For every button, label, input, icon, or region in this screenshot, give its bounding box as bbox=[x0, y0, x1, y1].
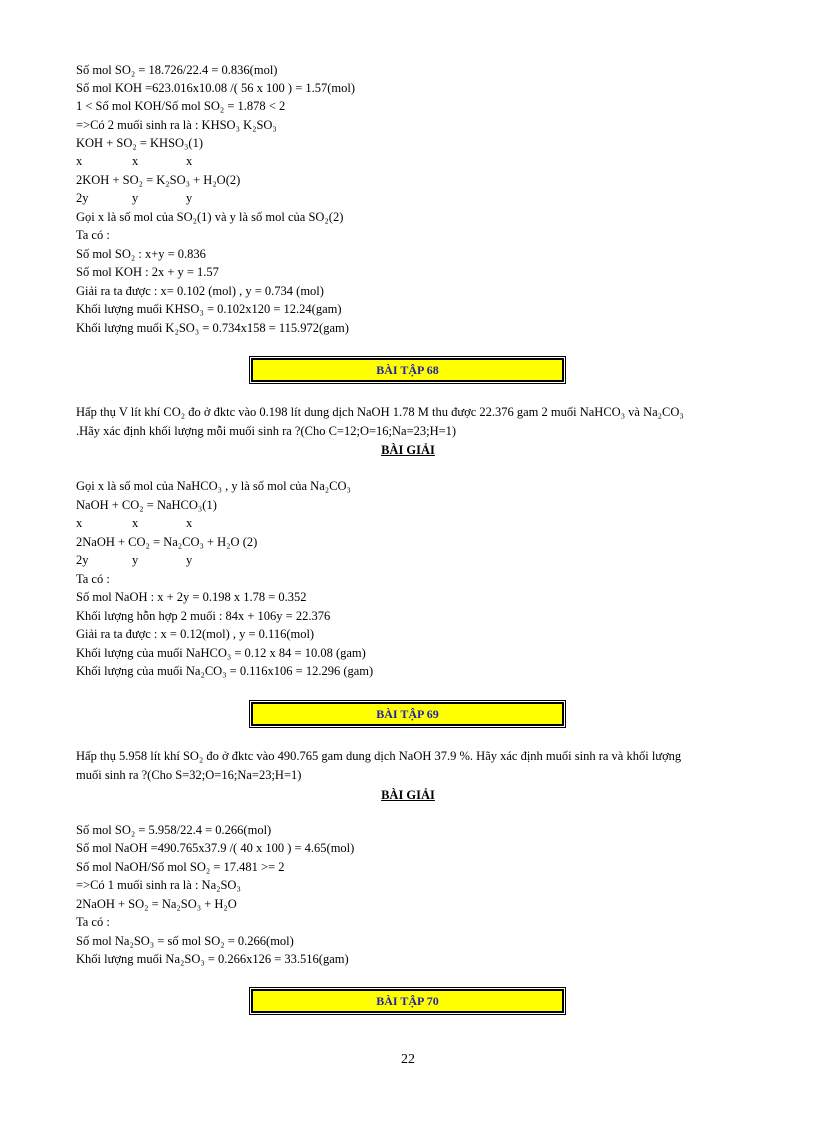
text-line: KOH + SO₂ = KHSO₃(1) bbox=[76, 136, 203, 150]
mole-ratio-cell: y bbox=[186, 191, 193, 205]
text-line: =>Có 1 muối sinh ra là : Na₂SO₃ bbox=[76, 878, 241, 892]
text-line: Số mol SO₂ = 18.726/22.4 = 0.836(mol) bbox=[76, 63, 278, 77]
text-line: Giải ra ta được : x = 0.12(mol) , y = 0.116(mol) bbox=[76, 627, 315, 641]
text-line: Số mol SO₂ = 5.958/22.4 = 0.266(mol) bbox=[76, 823, 272, 837]
mole-ratio-cell: x bbox=[186, 154, 193, 168]
text-line: Số mol KOH =623.016x10.08 /( 56 x 100 ) = 1.57(mol) bbox=[76, 81, 356, 95]
mole-ratio-row bbox=[76, 189, 192, 207]
text-line: Gọi x là số mol của NaHCO₃ , y là số mol của Na₂CO₃ bbox=[76, 479, 351, 493]
mole-ratio-cell: y bbox=[186, 553, 193, 567]
page-number: 22 bbox=[401, 1052, 415, 1067]
text-line: Khối lượng muối K₂SO₃ = 0.734x158 = 115.972(gam) bbox=[76, 321, 349, 335]
text-line: Khối lượng muối Na₂SO₃ = 0.266x126 = 33.516(gam) bbox=[76, 952, 349, 966]
solution-heading: BÀI GIẢI bbox=[381, 788, 435, 802]
text-line: Ta có : bbox=[76, 572, 110, 586]
text-line: Khối lượng của muối Na₂CO₃ = 0.116x106 = 12.296 (gam) bbox=[76, 664, 374, 678]
problem-text: .Hãy xác định khối lượng mỗi muối sinh ra ?(Cho C=12;O=16;Na=23;H=1) bbox=[76, 424, 457, 438]
mole-ratio-cell: y bbox=[132, 191, 139, 205]
mole-ratio-cell: x bbox=[186, 516, 193, 530]
exercise-banner-69 bbox=[251, 702, 564, 726]
exercise-title: BÀI TẬP 70 bbox=[376, 994, 439, 1008]
problem-text: Hấp thụ 5.958 lít khí SO₂ đo ở đktc vào 490.765 gam dung dịch NaOH 37.9 %. Hãy xác định muối sinh ra và khối lượng bbox=[76, 749, 682, 763]
mole-ratio-cell: x bbox=[76, 516, 83, 530]
text-line: Số mol SO₂ : x+y = 0.836 bbox=[76, 247, 206, 261]
exercise-banner-70 bbox=[251, 989, 564, 1013]
text-line: Ta có : bbox=[76, 915, 110, 929]
mole-ratio-cell: 2y bbox=[76, 191, 89, 205]
mole-ratio-cell: x bbox=[76, 154, 83, 168]
text-line: Ta có : bbox=[76, 228, 110, 242]
text-line: Số mol NaOH : x + 2y = 0.198 x 1.78 = 0.352 bbox=[76, 590, 307, 604]
text-line: =>Có 2 muối sinh ra là : KHSO₃ K₂SO₃ bbox=[76, 118, 277, 132]
text-line: Giải ra ta được : x= 0.102 (mol) , y = 0.734 (mol) bbox=[76, 284, 324, 298]
text-line: Gọi x là số mol của SO₂(1) và y là số mol của SO₂(2) bbox=[76, 210, 344, 224]
text-line: Số mol Na₂SO₃ = số mol SO₂ = 0.266(mol) bbox=[76, 934, 294, 948]
text-line: Số mol KOH : 2x + y = 1.57 bbox=[76, 265, 219, 279]
mole-ratio-row bbox=[76, 551, 192, 569]
mole-ratio-cell: x bbox=[132, 516, 139, 530]
mole-ratio-row bbox=[76, 514, 192, 532]
text-line: 2KOH + SO₂ = K₂SO₃ + H₂O(2) bbox=[76, 173, 241, 187]
text-line: Khối lượng muối KHSO₃ = 0.102x120 = 12.24(gam) bbox=[76, 302, 342, 316]
solution-heading: BÀI GIẢI bbox=[381, 443, 435, 457]
text-line: Khối lượng của muối NaHCO₃ = 0.12 x 84 = 10.08 (gam) bbox=[76, 646, 366, 660]
text-line: 1 < Số mol KOH/Số mol SO₂ = 1.878 < 2 bbox=[76, 99, 286, 113]
text-line: NaOH + CO₂ = NaHCO₃(1) bbox=[76, 498, 217, 512]
text-line: Số mol NaOH =490.765x37.9 /( 40 x 100 ) = 4.65(mol) bbox=[76, 841, 355, 855]
exercise-title: BÀI TẬP 69 bbox=[376, 707, 439, 721]
text-line: 2NaOH + CO₂ = Na₂CO₃ + H₂O (2) bbox=[76, 535, 258, 549]
mole-ratio-cell: x bbox=[132, 154, 139, 168]
text-line: Số mol NaOH/Số mol SO₂ = 17.481 >= 2 bbox=[76, 860, 285, 874]
mole-ratio-row bbox=[76, 152, 192, 170]
mole-ratio-cell: y bbox=[132, 553, 139, 567]
text-line: Khối lượng hỗn hợp 2 muối : 84x + 106y = 22.376 bbox=[76, 609, 331, 623]
mole-ratio-cell: 2y bbox=[76, 553, 89, 567]
text-line: 2NaOH + SO₂ = Na₂SO₃ + H₂O bbox=[76, 897, 237, 911]
exercise-title: BÀI TẬP 68 bbox=[376, 363, 439, 377]
problem-text: Hấp thụ V lít khí CO₂ đo ở đktc vào 0.198 lít dung dịch NaOH 1.78 M thu được 22.376 gam 2 muối NaHCO₃ và Na₂CO₃ bbox=[76, 405, 684, 419]
exercise-banner-68 bbox=[251, 358, 564, 382]
problem-text: muối sinh ra ?(Cho S=32;O=16;Na=23;H=1) bbox=[76, 768, 302, 782]
